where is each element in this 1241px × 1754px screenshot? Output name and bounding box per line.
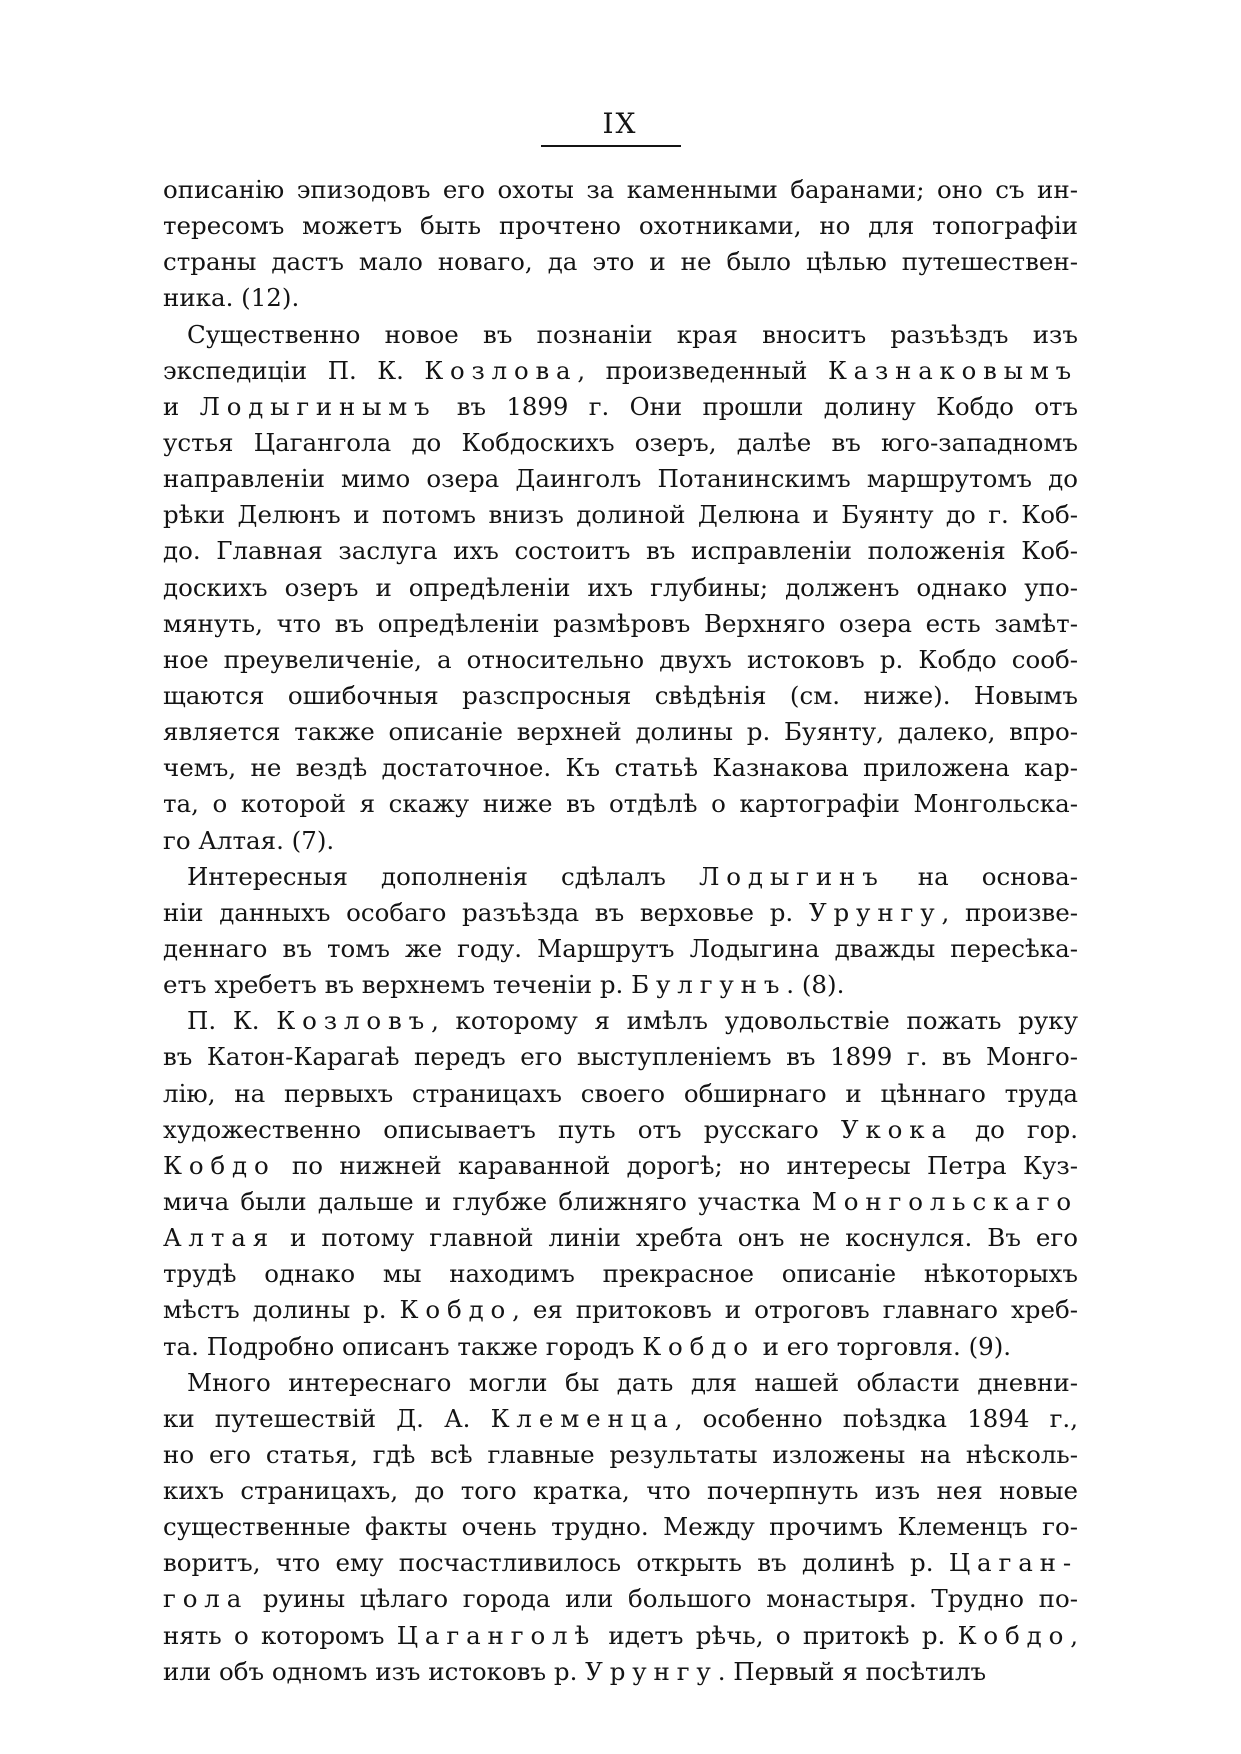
spaced-name: Кобдо bbox=[957, 1620, 1071, 1650]
text-segment: Существенно новое въ познаніи края вноситъ разъѣздъ изъ bbox=[187, 319, 1078, 349]
text-segment: го Алтая. (7). bbox=[163, 825, 335, 855]
text-line bbox=[163, 497, 1078, 533]
text-segment: и его торговля. (9). bbox=[754, 1331, 1012, 1361]
paragraph bbox=[163, 859, 1078, 1004]
paragraph bbox=[163, 172, 1078, 317]
text-line bbox=[163, 967, 1078, 1003]
text-line bbox=[163, 714, 1078, 750]
text-segment: на основа- bbox=[884, 861, 1078, 891]
text-line bbox=[163, 280, 1078, 316]
text-segment: или объ одномъ изъ истоковъ р. bbox=[163, 1656, 586, 1686]
text-segment: экспедиціи П. К. bbox=[163, 355, 425, 385]
text-segment: та, о которой я скажу ниже въ отдѣлѣ о картографіи Монгольска- bbox=[163, 789, 1078, 819]
text-segment: трудѣ однако мы находимъ прекрасное описаніе нѣкоторыхъ bbox=[163, 1259, 1078, 1289]
text-line bbox=[163, 1473, 1078, 1509]
spaced-name: Булгунъ bbox=[631, 970, 787, 1000]
text-line bbox=[163, 1039, 1078, 1075]
text-segment: тересомъ можетъ быть прочтено охотниками, но для топографіи bbox=[163, 211, 1078, 241]
text-line bbox=[163, 1545, 1078, 1581]
spaced-name: Урунгу bbox=[808, 897, 942, 927]
text-segment: мича были дальше и глубже ближняго участка bbox=[163, 1186, 812, 1216]
text-line bbox=[163, 1184, 1078, 1220]
text-segment: , произве- bbox=[941, 897, 1078, 927]
text-line bbox=[163, 570, 1078, 606]
text-segment: кихъ страницахъ, до того кратка, что почерпнуть изъ нея новые bbox=[163, 1476, 1078, 1506]
spaced-name: Кобдо bbox=[163, 1150, 276, 1180]
text-line bbox=[163, 1076, 1078, 1112]
spaced-name: гола bbox=[163, 1584, 249, 1614]
text-segment: въ Катон-Карагаѣ передъ его выступленіемъ въ 1899 г. въ Монго- bbox=[163, 1042, 1078, 1072]
text-segment: , особенно поѣздка 1894 г., bbox=[674, 1403, 1078, 1433]
spaced-name: Лодыгинъ bbox=[698, 861, 885, 891]
text-segment: идетъ рѣчь, о притокѣ р. bbox=[596, 1620, 958, 1650]
spaced-name: Кобдо bbox=[399, 1295, 513, 1325]
text-line bbox=[163, 1003, 1078, 1039]
text-segment: ки путешествій Д. А. bbox=[163, 1403, 491, 1433]
text-segment: по нижней караванной дорогѣ; но интересы Петра Куз- bbox=[275, 1150, 1078, 1180]
spaced-name: Клеменца bbox=[490, 1403, 675, 1433]
text-line bbox=[163, 823, 1078, 859]
text-segment: существенные факты очень трудно. Между прочимъ Клеменцъ го- bbox=[163, 1512, 1078, 1542]
text-segment: щаются ошибочныя разспросныя свѣдѣнія (см. ниже). Новымъ bbox=[163, 680, 1078, 710]
text-line bbox=[163, 172, 1078, 208]
page-number: IX bbox=[602, 107, 638, 140]
text-segment: мянуть, что въ опредѣленіи размѣровъ Верхняго озера есть замѣт- bbox=[163, 608, 1078, 638]
spaced-name: Цаган- bbox=[948, 1548, 1078, 1578]
text-line bbox=[163, 1365, 1078, 1401]
text-line bbox=[163, 208, 1078, 244]
text-segment: рѣки Делюнъ и потомъ внизъ долиной Делюна и Буянту до г. Коб- bbox=[163, 500, 1078, 530]
text-segment: , bbox=[1070, 1620, 1078, 1650]
text-line bbox=[163, 750, 1078, 786]
text-line bbox=[163, 1148, 1078, 1184]
text-line bbox=[163, 895, 1078, 931]
text-segment: ника. (12). bbox=[163, 283, 300, 313]
text-segment: направленіи мимо озера Даинголъ Потанинскимъ маршрутомъ до bbox=[163, 464, 1078, 494]
page-number-rule bbox=[541, 145, 681, 147]
text-line bbox=[163, 1618, 1078, 1654]
text-segment: деннаго въ томъ же году. Маршрутъ Лодыгина дважды пересѣка- bbox=[163, 933, 1078, 963]
spaced-name: Укока bbox=[840, 1114, 953, 1144]
text-line bbox=[163, 1292, 1078, 1328]
text-segment: Много интереснаго могли бы дать для нашей области дневни- bbox=[187, 1367, 1078, 1397]
text-segment: , которому я имѣлъ удовольствіе пожать руку bbox=[431, 1006, 1078, 1036]
text-line bbox=[163, 1329, 1078, 1365]
text-segment: чемъ, не вездѣ достаточное. Къ статьѣ Казнакова приложена кар- bbox=[163, 753, 1078, 783]
spaced-name: Цаганголѣ bbox=[396, 1620, 597, 1650]
text-segment: является также описаніе верхней долины р. Буянту, далеко, впро- bbox=[163, 717, 1078, 747]
text-line bbox=[163, 425, 1078, 461]
text-segment: въ 1899 г. Они прошли долину Кобдо отъ bbox=[436, 391, 1078, 421]
text-line bbox=[163, 353, 1078, 389]
text-line bbox=[163, 1256, 1078, 1292]
text-line bbox=[163, 389, 1078, 425]
text-line bbox=[163, 606, 1078, 642]
text-segment: Интересныя дополненія сдѣлалъ bbox=[187, 861, 699, 891]
spaced-name: Алтая bbox=[163, 1223, 276, 1253]
text-line bbox=[163, 317, 1078, 353]
text-line bbox=[163, 1220, 1078, 1256]
text-segment: нять о которомъ bbox=[163, 1620, 397, 1650]
text-segment: до. Главная заслуга ихъ состоитъ въ исправленіи положенія Коб- bbox=[163, 536, 1078, 566]
text-segment: и bbox=[163, 391, 200, 421]
text-line bbox=[163, 859, 1078, 895]
spaced-name: Козлова bbox=[424, 355, 578, 385]
body-text bbox=[163, 172, 1078, 1690]
text-line bbox=[163, 461, 1078, 497]
text-segment: страны дастъ мало новаго, да это и не было цѣлью путешествен- bbox=[163, 247, 1078, 277]
text-segment: воритъ, что ему посчастливилось открыть въ долинѣ р. bbox=[163, 1548, 949, 1578]
spaced-name: Козловъ bbox=[276, 1006, 432, 1036]
text-segment: , ея притоковъ и отроговъ главнаго хреб- bbox=[512, 1295, 1078, 1325]
text-segment: доскихъ озеръ и опредѣленіи ихъ глубины; долженъ однако упо- bbox=[163, 572, 1078, 602]
text-line bbox=[163, 931, 1078, 967]
text-line bbox=[163, 1654, 1078, 1690]
text-segment: устья Цагангола до Кобдоскихъ озеръ, далѣе въ юго-западномъ bbox=[163, 427, 1078, 457]
text-line bbox=[163, 1581, 1078, 1617]
spaced-name: Лодыгинымъ bbox=[199, 391, 437, 421]
spaced-name: Кобдо bbox=[642, 1331, 755, 1361]
text-segment: руины цѣлаго города или большого монастыря. Трудно по- bbox=[248, 1584, 1078, 1614]
text-segment: но его статья, гдѣ всѣ главные результаты изложены на нѣсколь- bbox=[163, 1439, 1078, 1469]
text-segment: мѣстъ долины р. bbox=[163, 1295, 400, 1325]
text-line bbox=[163, 678, 1078, 714]
text-segment: , произведенный bbox=[577, 355, 828, 385]
text-line bbox=[163, 1509, 1078, 1545]
text-line bbox=[163, 244, 1078, 280]
text-segment: та. Подробно описанъ также городъ bbox=[163, 1331, 643, 1361]
text-segment: . (8). bbox=[786, 970, 845, 1000]
text-segment: лію, на первыхъ страницахъ своего обширнаго и цѣннаго труда bbox=[163, 1078, 1078, 1108]
text-segment: ніи данныхъ особаго разъѣзда въ верховье р. bbox=[163, 897, 809, 927]
spaced-name: Монгольскаго bbox=[811, 1186, 1078, 1216]
text-line bbox=[163, 642, 1078, 678]
text-segment: ное преувеличеніе, а относительно двухъ истоковъ р. Кобдо сооб- bbox=[163, 644, 1078, 674]
text-line bbox=[163, 1401, 1078, 1437]
text-line bbox=[163, 1112, 1078, 1148]
text-line bbox=[163, 786, 1078, 822]
text-segment: до гор. bbox=[952, 1114, 1078, 1144]
spaced-name: Урунгу bbox=[585, 1656, 718, 1686]
text-line bbox=[163, 1437, 1078, 1473]
paragraph bbox=[163, 1003, 1078, 1364]
spaced-name: Казнаковымъ bbox=[827, 355, 1079, 385]
text-segment: и потому главной линіи хребта онъ не коснулся. Въ его bbox=[275, 1223, 1078, 1253]
text-segment: описанію эпизодовъ его охоты за каменными баранами; оно съ ин- bbox=[163, 175, 1078, 204]
text-segment: . Первый я посѣтилъ bbox=[717, 1656, 987, 1686]
paragraph bbox=[163, 317, 1078, 859]
text-line bbox=[163, 533, 1078, 569]
text-segment: П. К. bbox=[187, 1006, 277, 1036]
text-segment: етъ хребетъ въ верхнемъ теченіи р. bbox=[163, 970, 632, 1000]
text-segment: художественно описываетъ путь отъ русскаго bbox=[163, 1114, 841, 1144]
paragraph bbox=[163, 1365, 1078, 1690]
